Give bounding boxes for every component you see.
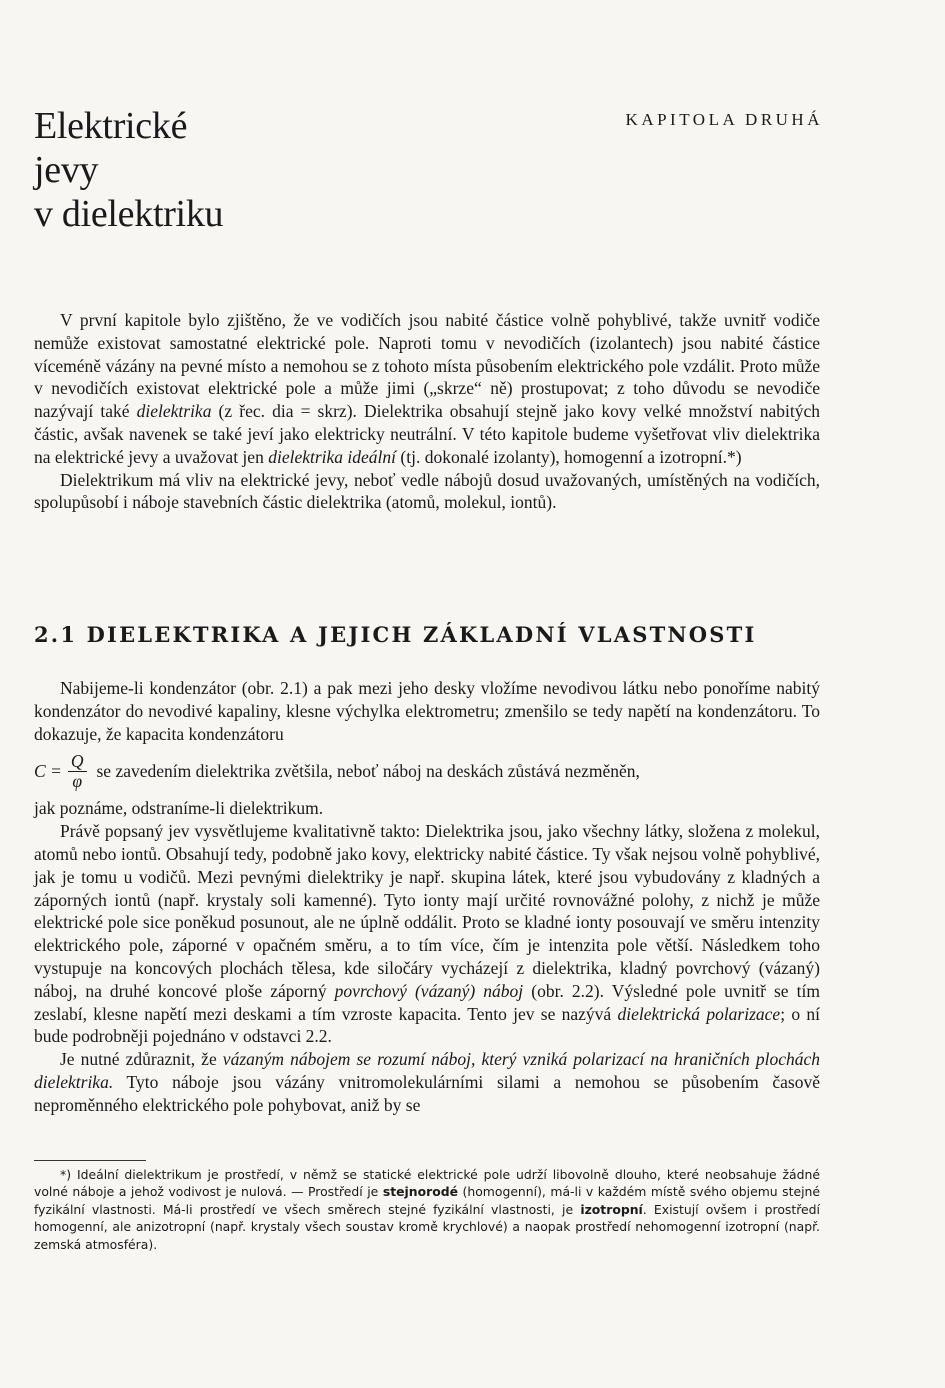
footnote-bold: izotropní <box>580 1201 643 1217</box>
intro-paragraph-2: Dielektrikum má vliv na elektrické jevy, neboť vedle nábojů dosud uvažovaných, umístěných na vodičích, spolupůsobí i náboje stavebních částic dielektrika (atomů, molekul, iontů). <box>34 469 820 513</box>
section-emphasis: vázaným nábojem se rozumí náboj, který vzniká polarizací na hraničních plochách dielektrika. <box>34 1049 820 1092</box>
section-body <box>34 677 820 1117</box>
chapter-title-line: Elektrické <box>34 105 188 147</box>
footnote-part: . Existují ovšem i prostředí homogenní, ale anizotropní (např. krystaly všech soustav kromě krychlové) a naopak prostředí nehomogenní izotropní (např. zemská atmosféra). <box>34 1201 820 1252</box>
formula-fraction <box>68 752 87 791</box>
intro-text: (z řec. dia = skrz). Dielektrika obsahují stejně jako kovy velké množství nabitých částic, avšak navenek se také jeví jako elektricky neutrální. V této kapitole budeme vyšetřovat vliv dielektrika na elektrické jevy a uvažovat jen <box>34 401 820 467</box>
formula-line <box>34 745 820 797</box>
section-text: Právě popsaný jev vysvětlujeme kvalitativně takto: Dielektrika jsou, jako všechny látky, složena z molekul, atomů nebo iontů. Obsahují tedy, podobně jako kovy, elektricky nabité částice. Ty však nejsou volně pohyblivé, jak je tomu u vodičů. Mezi pevnými dielektriky je např. skupina látek, které jsou vybudovány z kladných a záporných iontů (např. krystaly soli kamenné). Tyto ionty mají určité rovnovážné polohy, z nichž je může elektrické pole sice poněkud posunout, ale ne úplně oddálit. Proto se kladné ionty posouvají ve směru intenzity elektrického pole, záporné v opačném směru, a to tím více, čím je intenzita pole větší. Následkem toho vystupuje na koncových plochách tělesa, kde siločáry vycházejí z dielektrika, kladný povrchový (vázaný) náboj, na druhé koncové ploše záporný <box>34 821 820 1001</box>
intro-emphasis: dielektrika ideální <box>268 446 397 467</box>
footnote-part: (homogenní), má-li v každém místě svého objemu stejné fyzikální vlastnosti. Má-li prostředí ve všech směrech stejné fyzikální vlastnosti, je <box>34 1184 821 1217</box>
chapter-title-line: v dielektriku <box>34 193 224 235</box>
section-text: (obr. 2.2). Výsledné pole uvnitř se tím zeslabí, klesne napětí mezi deskami a tím vzroste kapacita. Tento jev se nazývá <box>34 980 820 1024</box>
section-text: Tyto náboje jsou vázány vnitromolekulárními silami a nemohou se působením časově neproměnného elektrického pole pohybovat, aniž by se <box>34 1071 820 1115</box>
section-heading: 2.1 DIELEKTRIKA A JEJICH ZÁKLADNÍ VLASTNOSTI <box>34 622 757 647</box>
section-paragraph-1: Nabijeme-li kondenzátor (obr. 2.1) a pak mezi jeho desky vložíme nevodivou látku nebo ponoříme nabitý kondenzátor do nevodivé kapaliny, klesne výchylka elektrometru; zmenšilo se tedy napětí na kondenzátoru. To dokazuje, že kapacita kondenzátoru <box>34 678 820 744</box>
intro-emphasis: dielektrika <box>136 401 212 422</box>
chapter-title-line: jevy <box>34 149 99 191</box>
formula-numerator: Q <box>68 752 87 772</box>
section-paragraph-1-end: jak poznáme, odstraníme-li dielektrikum. <box>34 798 324 819</box>
section-paragraph-2 <box>34 820 820 1048</box>
section-text: ; o ní bude podrobněji pojednáno v odstavci 2.2. <box>34 1003 820 1047</box>
intro-text: (tj. dokonalé izolanty), homogenní a izotropní.*) <box>396 446 742 467</box>
section-text: Je nutné zdůraznit, že <box>60 1049 223 1070</box>
section-emphasis: povrchový (vázaný) náboj <box>334 980 524 1001</box>
section-emphasis: dielektrická polarizace <box>617 1003 781 1024</box>
footnote-rule <box>34 1160 146 1161</box>
intro-section <box>34 309 820 514</box>
footnote-part: *) Ideální dielektrikum je prostředí, v němž se statické elektrické pole udrží libovolně dlouho, které neobsahuje žádné volné náboje a jehož vodivost je nulová. — Prostředí je <box>34 1167 820 1200</box>
intro-paragraph-1 <box>34 309 820 469</box>
section-paragraph-3 <box>34 1048 820 1116</box>
footnote-text <box>34 1166 820 1253</box>
footnote <box>34 1166 820 1253</box>
footnote-bold: stejnorodé <box>382 1184 459 1200</box>
formula-lhs: C = <box>34 760 62 781</box>
chapter-label: KAPITOLA DRUHÁ <box>625 110 823 129</box>
formula-denominator: φ <box>72 770 83 791</box>
formula-text: se zavedením dielektrika zvětšila, neboť náboj na deskách zůstává nezměněn, <box>96 760 640 781</box>
chapter-title <box>34 104 223 236</box>
intro-text: V první kapitole bylo zjištěno, že ve vodičích jsou nabité částice volně pohyblivé, takže uvnitř vodiče nemůže existovat samostatné elektrické pole. Naproti tomu v nevodičích (izolantech) jsou nabité částice víceméně vázány na pevné místo a nemohou se z tohoto místa působením elektrického pole vzdálit. Proto může v nevodičích existovat elektrické pole a může jimi („skrze“ ně) prostupovat; z toho důvodu se nevodiče nazývají také <box>34 310 820 422</box>
